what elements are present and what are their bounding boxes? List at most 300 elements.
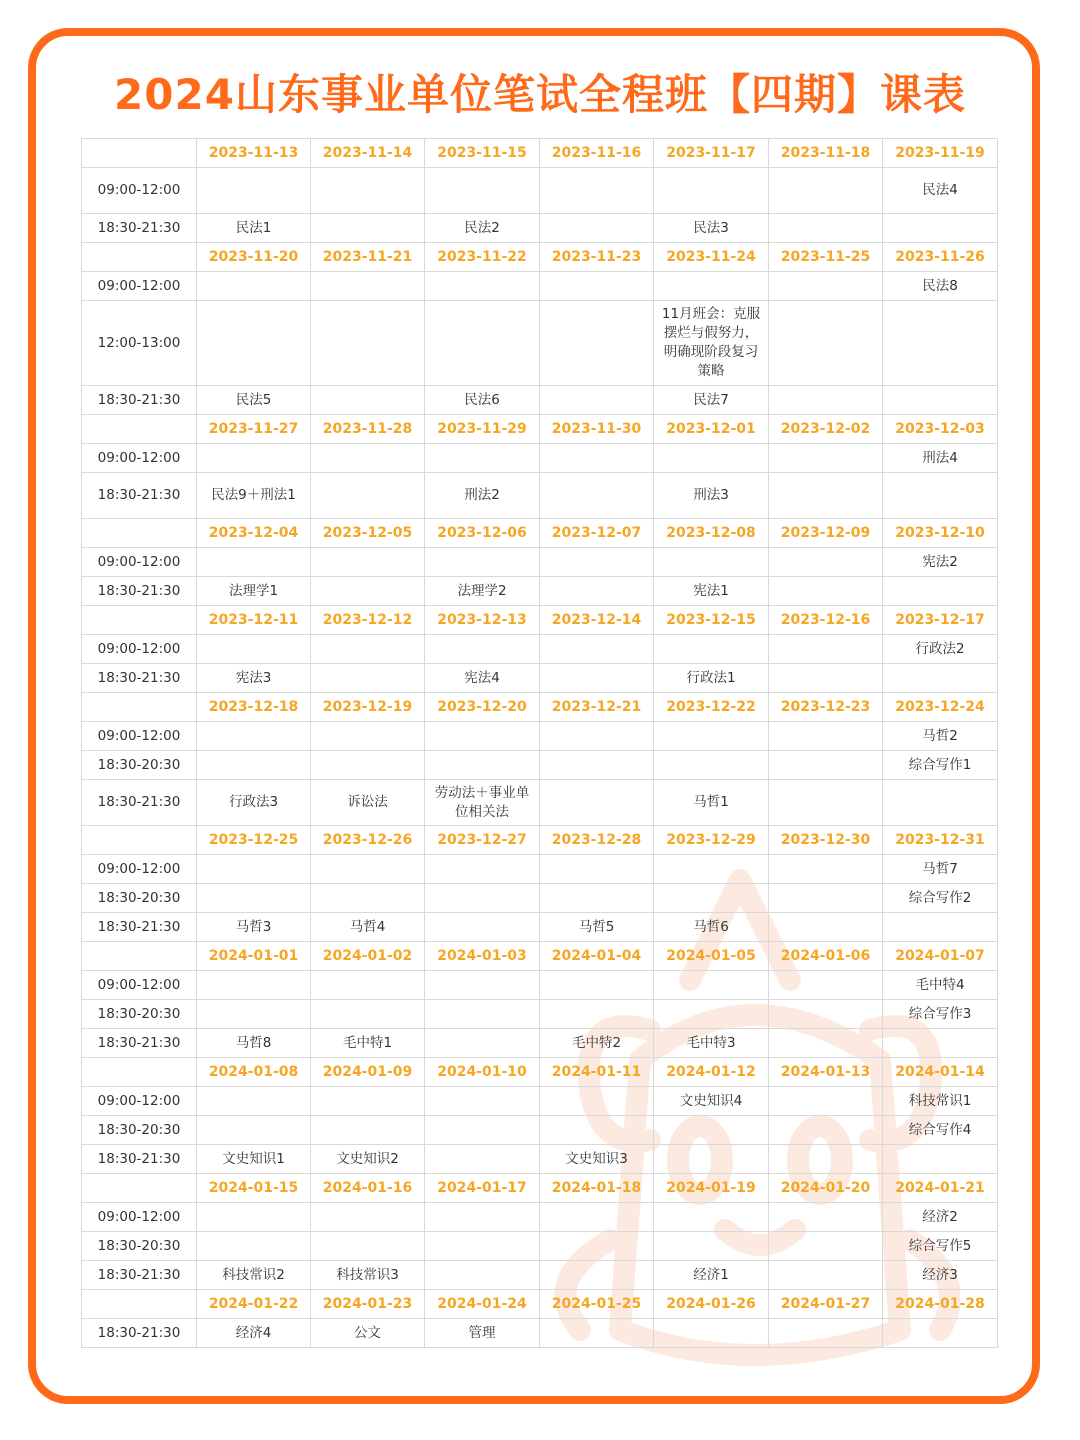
date-header-row — [82, 1174, 998, 1203]
course-cell: 马哲6 — [654, 913, 769, 942]
date-cell: 2024-01-25 — [540, 1290, 654, 1319]
course-cell: 综合写作3 — [883, 1000, 998, 1029]
course-cell — [883, 664, 998, 693]
date-cell: 2023-12-14 — [540, 606, 654, 635]
date-cell: 2024-01-15 — [197, 1174, 311, 1203]
date-cell: 2023-12-30 — [769, 826, 883, 855]
course-cell — [197, 1232, 311, 1261]
course-cell — [197, 1203, 311, 1232]
date-cell: 2024-01-04 — [540, 942, 654, 971]
date-cell: 2023-12-20 — [425, 693, 540, 722]
date-cell: 2023-12-15 — [654, 606, 769, 635]
course-cell — [425, 444, 540, 473]
course-cell — [883, 386, 998, 415]
course-cell: 毛中特2 — [540, 1029, 654, 1058]
corner-cell — [82, 606, 197, 635]
course-cell: 行政法1 — [654, 664, 769, 693]
course-cell — [540, 1203, 654, 1232]
corner-cell — [82, 139, 197, 168]
date-cell: 2024-01-05 — [654, 942, 769, 971]
course-cell — [197, 301, 311, 386]
date-cell: 2023-12-21 — [540, 693, 654, 722]
time-slot-cell: 09:00-12:00 — [82, 971, 197, 1000]
course-cell: 马哲4 — [311, 913, 425, 942]
course-cell: 科技常识2 — [197, 1261, 311, 1290]
course-cell — [769, 971, 883, 1000]
date-cell: 2023-11-20 — [197, 243, 311, 272]
date-cell: 2023-11-29 — [425, 415, 540, 444]
course-cell — [425, 301, 540, 386]
date-header-row — [82, 243, 998, 272]
date-cell: 2023-12-23 — [769, 693, 883, 722]
date-cell: 2024-01-06 — [769, 942, 883, 971]
date-cell: 2024-01-17 — [425, 1174, 540, 1203]
course-cell: 文史知识3 — [540, 1145, 654, 1174]
course-cell — [654, 635, 769, 664]
time-slot-cell: 18:30-20:30 — [82, 1232, 197, 1261]
course-cell — [425, 272, 540, 301]
course-cell — [311, 1232, 425, 1261]
date-cell: 2023-11-25 — [769, 243, 883, 272]
corner-cell — [82, 1290, 197, 1319]
course-cell: 马哲8 — [197, 1029, 311, 1058]
time-slot-row — [82, 301, 998, 386]
time-slot-cell: 18:30-20:30 — [82, 1000, 197, 1029]
date-header-row — [82, 826, 998, 855]
date-cell: 2023-11-19 — [883, 139, 998, 168]
course-cell — [311, 855, 425, 884]
date-cell: 2023-12-02 — [769, 415, 883, 444]
time-slot-cell: 18:30-20:30 — [82, 751, 197, 780]
course-cell — [769, 548, 883, 577]
course-cell — [769, 1261, 883, 1290]
course-cell — [197, 855, 311, 884]
course-cell — [769, 1145, 883, 1174]
date-cell: 2023-12-11 — [197, 606, 311, 635]
date-cell: 2023-12-07 — [540, 519, 654, 548]
course-cell — [311, 473, 425, 519]
course-cell — [311, 386, 425, 415]
course-cell: 综合写作5 — [883, 1232, 998, 1261]
course-cell — [197, 751, 311, 780]
course-cell — [425, 1087, 540, 1116]
time-slot-row — [82, 272, 998, 301]
course-cell: 文史知识2 — [311, 1145, 425, 1174]
date-cell: 2023-11-26 — [883, 243, 998, 272]
date-cell: 2024-01-16 — [311, 1174, 425, 1203]
course-cell — [197, 548, 311, 577]
course-cell — [425, 722, 540, 751]
course-cell — [197, 444, 311, 473]
course-cell — [654, 1319, 769, 1348]
course-cell — [883, 1145, 998, 1174]
time-slot-row — [82, 1203, 998, 1232]
date-cell: 2024-01-23 — [311, 1290, 425, 1319]
time-slot-cell: 09:00-12:00 — [82, 444, 197, 473]
course-cell — [425, 1000, 540, 1029]
course-cell: 民法2 — [425, 214, 540, 243]
course-cell: 科技常识3 — [311, 1261, 425, 1290]
course-cell — [197, 722, 311, 751]
date-cell: 2023-11-17 — [654, 139, 769, 168]
course-cell — [654, 855, 769, 884]
time-slot-row — [82, 855, 998, 884]
course-cell — [540, 386, 654, 415]
course-cell — [425, 635, 540, 664]
course-cell — [769, 780, 883, 826]
course-cell — [311, 444, 425, 473]
course-cell — [197, 1116, 311, 1145]
date-cell: 2023-12-25 — [197, 826, 311, 855]
time-slot-row — [82, 722, 998, 751]
date-cell: 2023-12-06 — [425, 519, 540, 548]
course-cell — [769, 1087, 883, 1116]
time-slot-row — [82, 214, 998, 243]
time-slot-row — [82, 386, 998, 415]
course-cell — [311, 1116, 425, 1145]
course-cell — [540, 473, 654, 519]
course-cell — [540, 722, 654, 751]
date-cell: 2023-11-24 — [654, 243, 769, 272]
course-cell — [311, 548, 425, 577]
course-cell — [425, 884, 540, 913]
course-cell: 民法9＋刑法1 — [197, 473, 311, 519]
course-cell: 民法7 — [654, 386, 769, 415]
date-cell: 2023-11-16 — [540, 139, 654, 168]
course-cell — [769, 913, 883, 942]
date-cell: 2023-11-14 — [311, 139, 425, 168]
course-cell: 刑法4 — [883, 444, 998, 473]
course-cell — [311, 1203, 425, 1232]
course-cell: 科技常识1 — [883, 1087, 998, 1116]
course-cell — [540, 214, 654, 243]
date-cell: 2024-01-07 — [883, 942, 998, 971]
time-slot-cell: 18:30-21:30 — [82, 214, 197, 243]
time-slot-row — [82, 1261, 998, 1290]
date-cell: 2023-11-15 — [425, 139, 540, 168]
date-header-row — [82, 1058, 998, 1087]
course-cell: 管理 — [425, 1319, 540, 1348]
course-cell: 经济2 — [883, 1203, 998, 1232]
course-cell — [769, 855, 883, 884]
course-cell: 经济1 — [654, 1261, 769, 1290]
date-cell: 2024-01-26 — [654, 1290, 769, 1319]
date-cell: 2024-01-22 — [197, 1290, 311, 1319]
date-cell: 2024-01-14 — [883, 1058, 998, 1087]
course-cell — [540, 577, 654, 606]
date-cell: 2024-01-11 — [540, 1058, 654, 1087]
time-slot-cell: 09:00-12:00 — [82, 722, 197, 751]
course-cell — [197, 1087, 311, 1116]
time-slot-row — [82, 971, 998, 1000]
course-cell — [425, 913, 540, 942]
time-slot-cell: 18:30-21:30 — [82, 386, 197, 415]
date-cell: 2023-12-22 — [654, 693, 769, 722]
course-cell — [311, 751, 425, 780]
course-cell — [883, 577, 998, 606]
date-cell: 2023-11-23 — [540, 243, 654, 272]
time-slot-cell: 18:30-20:30 — [82, 1116, 197, 1145]
date-cell: 2024-01-01 — [197, 942, 311, 971]
course-cell: 宪法3 — [197, 664, 311, 693]
course-cell — [769, 386, 883, 415]
course-cell: 经济4 — [197, 1319, 311, 1348]
corner-cell — [82, 243, 197, 272]
course-cell: 毛中特1 — [311, 1029, 425, 1058]
course-cell — [311, 1087, 425, 1116]
course-cell — [769, 1000, 883, 1029]
course-cell: 马哲5 — [540, 913, 654, 942]
time-slot-cell: 18:30-21:30 — [82, 473, 197, 519]
date-cell: 2024-01-12 — [654, 1058, 769, 1087]
course-cell — [311, 971, 425, 1000]
time-slot-row — [82, 884, 998, 913]
date-cell: 2023-12-09 — [769, 519, 883, 548]
course-cell — [654, 272, 769, 301]
course-cell — [769, 884, 883, 913]
course-cell — [654, 1116, 769, 1145]
course-cell — [540, 548, 654, 577]
course-cell: 公文 — [311, 1319, 425, 1348]
course-cell — [540, 664, 654, 693]
date-cell: 2024-01-09 — [311, 1058, 425, 1087]
time-slot-cell: 09:00-12:00 — [82, 635, 197, 664]
course-cell — [769, 1203, 883, 1232]
date-cell: 2023-12-08 — [654, 519, 769, 548]
date-cell: 2024-01-10 — [425, 1058, 540, 1087]
course-cell: 宪法4 — [425, 664, 540, 693]
course-cell — [311, 272, 425, 301]
course-cell — [769, 751, 883, 780]
course-cell — [654, 1145, 769, 1174]
corner-cell — [82, 693, 197, 722]
course-cell: 综合写作4 — [883, 1116, 998, 1145]
date-cell: 2023-12-29 — [654, 826, 769, 855]
date-header-row — [82, 519, 998, 548]
course-cell — [540, 444, 654, 473]
course-cell — [540, 1000, 654, 1029]
date-cell: 2023-12-10 — [883, 519, 998, 548]
date-cell: 2023-12-04 — [197, 519, 311, 548]
course-cell: 民法4 — [883, 168, 998, 214]
course-cell — [540, 780, 654, 826]
course-cell: 法理学2 — [425, 577, 540, 606]
time-slot-row — [82, 751, 998, 780]
course-cell — [654, 1000, 769, 1029]
date-cell: 2023-12-01 — [654, 415, 769, 444]
time-slot-cell: 09:00-12:00 — [82, 168, 197, 214]
date-cell: 2024-01-24 — [425, 1290, 540, 1319]
course-cell — [654, 722, 769, 751]
course-cell — [654, 884, 769, 913]
course-cell — [540, 855, 654, 884]
course-cell — [769, 1319, 883, 1348]
course-cell — [769, 473, 883, 519]
time-slot-row — [82, 1087, 998, 1116]
course-cell: 民法1 — [197, 214, 311, 243]
course-cell: 法理学1 — [197, 577, 311, 606]
course-cell — [425, 548, 540, 577]
page-title: 2024山东事业单位笔试全程班【四期】课表 — [114, 70, 966, 119]
course-cell — [425, 1116, 540, 1145]
date-header-row — [82, 942, 998, 971]
course-cell — [883, 1029, 998, 1058]
time-slot-cell: 18:30-21:30 — [82, 1029, 197, 1058]
time-slot-row — [82, 664, 998, 693]
course-cell — [197, 272, 311, 301]
date-cell: 2024-01-20 — [769, 1174, 883, 1203]
course-cell: 文史知识4 — [654, 1087, 769, 1116]
date-cell: 2023-12-31 — [883, 826, 998, 855]
date-cell: 2024-01-19 — [654, 1174, 769, 1203]
time-slot-row — [82, 473, 998, 519]
date-header-row — [82, 693, 998, 722]
course-cell — [654, 971, 769, 1000]
date-header-row — [82, 1290, 998, 1319]
date-cell: 2023-11-30 — [540, 415, 654, 444]
course-cell — [425, 1232, 540, 1261]
course-cell — [654, 1232, 769, 1261]
course-cell — [769, 1029, 883, 1058]
course-cell — [769, 1232, 883, 1261]
course-cell: 马哲7 — [883, 855, 998, 884]
course-cell: 综合写作2 — [883, 884, 998, 913]
course-cell — [769, 577, 883, 606]
corner-cell — [82, 519, 197, 548]
course-cell: 民法6 — [425, 386, 540, 415]
time-slot-cell: 09:00-12:00 — [82, 1087, 197, 1116]
course-cell — [769, 272, 883, 301]
time-slot-row — [82, 780, 998, 826]
course-cell: 经济3 — [883, 1261, 998, 1290]
course-cell: 劳动法＋事业单位相关法 — [425, 780, 540, 826]
course-cell — [654, 168, 769, 214]
course-cell — [311, 884, 425, 913]
course-cell — [197, 1000, 311, 1029]
date-cell: 2023-12-26 — [311, 826, 425, 855]
date-header-row — [82, 606, 998, 635]
course-cell — [425, 1261, 540, 1290]
time-slot-cell: 18:30-21:30 — [82, 1261, 197, 1290]
corner-cell — [82, 826, 197, 855]
date-header-row — [82, 139, 998, 168]
course-cell — [425, 1145, 540, 1174]
course-cell — [883, 780, 998, 826]
course-cell — [311, 301, 425, 386]
corner-cell — [82, 415, 197, 444]
course-cell — [197, 635, 311, 664]
date-cell: 2024-01-18 — [540, 1174, 654, 1203]
date-cell: 2023-12-03 — [883, 415, 998, 444]
course-cell — [540, 1116, 654, 1145]
date-cell: 2023-12-27 — [425, 826, 540, 855]
course-cell: 毛中特4 — [883, 971, 998, 1000]
corner-cell — [82, 1174, 197, 1203]
course-cell — [311, 168, 425, 214]
course-cell — [540, 635, 654, 664]
date-cell: 2023-12-19 — [311, 693, 425, 722]
time-slot-row — [82, 1116, 998, 1145]
course-cell — [311, 722, 425, 751]
time-slot-cell: 12:00-13:00 — [82, 301, 197, 386]
time-slot-row — [82, 1232, 998, 1261]
time-slot-cell: 09:00-12:00 — [82, 855, 197, 884]
course-cell — [769, 301, 883, 386]
date-cell: 2023-12-28 — [540, 826, 654, 855]
date-cell: 2024-01-08 — [197, 1058, 311, 1087]
course-cell: 毛中特3 — [654, 1029, 769, 1058]
date-cell: 2023-12-18 — [197, 693, 311, 722]
course-cell — [883, 913, 998, 942]
date-cell: 2023-11-18 — [769, 139, 883, 168]
date-cell: 2023-11-28 — [311, 415, 425, 444]
date-cell: 2023-12-17 — [883, 606, 998, 635]
course-cell — [883, 1319, 998, 1348]
date-header-row — [82, 415, 998, 444]
course-cell — [654, 1203, 769, 1232]
course-cell — [425, 751, 540, 780]
course-cell — [311, 214, 425, 243]
time-slot-row — [82, 168, 998, 214]
time-slot-cell: 18:30-21:30 — [82, 1145, 197, 1174]
time-slot-row — [82, 1000, 998, 1029]
date-cell: 2023-12-05 — [311, 519, 425, 548]
date-cell: 2023-11-21 — [311, 243, 425, 272]
time-slot-cell: 18:30-21:30 — [82, 1319, 197, 1348]
course-cell — [311, 577, 425, 606]
course-cell: 马哲3 — [197, 913, 311, 942]
date-cell: 2023-11-22 — [425, 243, 540, 272]
time-slot-row — [82, 444, 998, 473]
course-cell: 行政法3 — [197, 780, 311, 826]
course-cell — [769, 444, 883, 473]
date-cell: 2024-01-02 — [311, 942, 425, 971]
course-cell — [883, 473, 998, 519]
course-cell — [769, 168, 883, 214]
date-cell: 2023-12-16 — [769, 606, 883, 635]
time-slot-cell: 18:30-21:30 — [82, 913, 197, 942]
course-cell — [654, 751, 769, 780]
course-cell — [769, 635, 883, 664]
date-cell: 2023-12-12 — [311, 606, 425, 635]
date-cell: 2023-11-27 — [197, 415, 311, 444]
time-slot-row — [82, 913, 998, 942]
course-cell — [769, 214, 883, 243]
course-cell: 诉讼法 — [311, 780, 425, 826]
date-cell: 2024-01-03 — [425, 942, 540, 971]
course-cell — [540, 971, 654, 1000]
course-cell — [540, 1087, 654, 1116]
corner-cell — [82, 1058, 197, 1087]
schedule-table — [81, 138, 998, 1348]
course-cell — [311, 664, 425, 693]
course-cell — [540, 168, 654, 214]
course-cell: 马哲1 — [654, 780, 769, 826]
course-cell — [425, 168, 540, 214]
course-cell — [540, 884, 654, 913]
time-slot-row — [82, 577, 998, 606]
time-slot-cell: 09:00-12:00 — [82, 272, 197, 301]
course-cell — [425, 1029, 540, 1058]
course-cell — [654, 548, 769, 577]
course-cell — [654, 444, 769, 473]
time-slot-cell: 18:30-21:30 — [82, 664, 197, 693]
course-cell — [197, 884, 311, 913]
course-cell: 宪法1 — [654, 577, 769, 606]
corner-cell — [82, 942, 197, 971]
course-cell: 文史知识1 — [197, 1145, 311, 1174]
time-slot-row — [82, 1145, 998, 1174]
